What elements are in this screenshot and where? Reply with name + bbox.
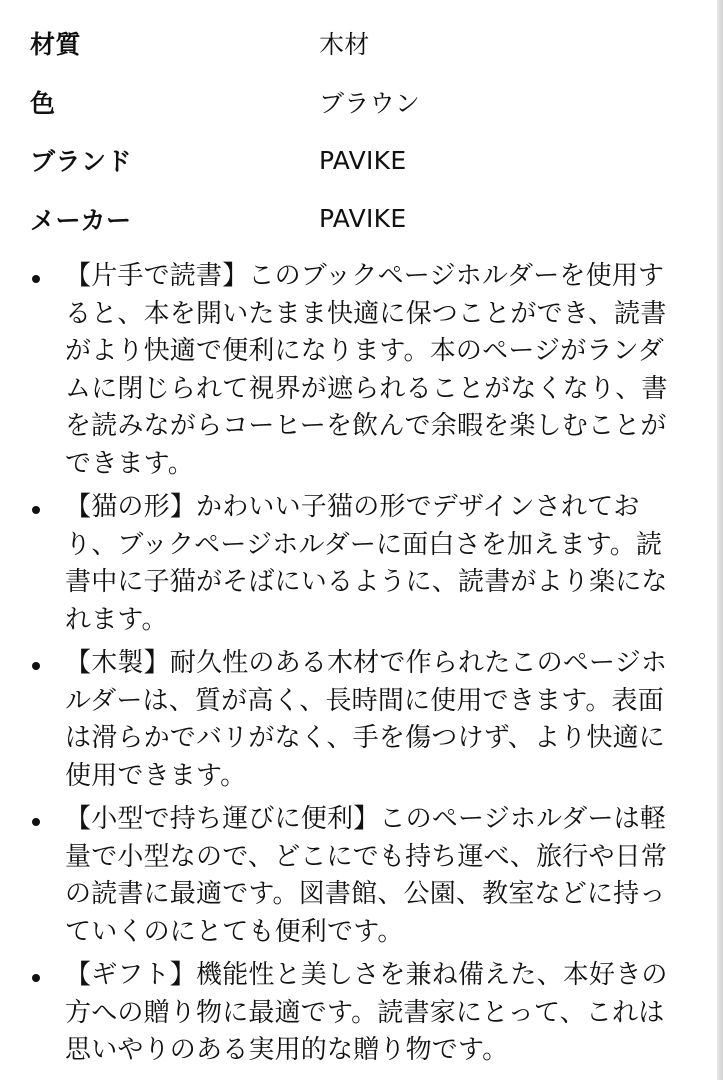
feature-bullet-text: 【ギフト】機能性と美しさを兼ね備えた、本好きの方への贈り物に最適です。読書家にとって、これは思いやりのある実用的な贈り物です。	[65, 960, 668, 1065]
spec-label: ブランド	[30, 147, 133, 177]
spec-value: PAVIKE	[319, 145, 407, 175]
spec-row-material	[30, 14, 690, 73]
feature-bullet	[24, 645, 684, 795]
spec-label: 材質	[30, 30, 82, 60]
feature-bullet	[24, 801, 684, 951]
spec-row-color	[30, 73, 690, 132]
feature-bullet-text: 【小型で持ち運びに便利】このページホルダーは軽量で小型なので、どこにでも持ち運べ、旅行や日常の読書に最適です。図書館、公園、教室などに持っていくのにとても便利です。	[65, 804, 668, 947]
spec-table	[30, 14, 690, 248]
spec-label: メーカー	[30, 205, 132, 235]
spec-value: PAVIKE	[319, 204, 407, 234]
feature-bullet-text: 【猫の形】かわいい子猫の形でデザインされており、ブックページホルダーに面白さを加えます。読書中に子猫がそばにいるように、読書がより楽になれます。	[65, 492, 668, 635]
feature-bullet-text: 【片手で読書】このブックページホルダーを使用すると、本を開いたまま快適に保つことができ、読書がより快適で便利になります。本のページがランダムに閉じられて視界が遮られることがなくなり、書を読みながらコーヒーを飲んで余暇を楽しむことができます。	[65, 261, 668, 479]
feature-bullet	[24, 957, 684, 1070]
feature-bullet	[24, 489, 684, 639]
bullet-dot-icon	[32, 974, 40, 982]
feature-bullet	[24, 258, 684, 483]
bullet-dot-icon	[32, 818, 40, 826]
spec-value: 木材	[319, 30, 370, 60]
spec-row-brand	[30, 131, 690, 190]
bullet-dot-icon	[32, 275, 40, 283]
page-edge-shadow	[717, 0, 723, 1080]
spec-value: ブラウン	[319, 88, 421, 118]
spec-row-maker	[30, 190, 690, 249]
bullet-dot-icon	[32, 662, 40, 670]
bullet-dot-icon	[32, 506, 40, 514]
spec-label: 色	[30, 88, 56, 118]
feature-bullet-list	[24, 258, 684, 1076]
feature-bullet-text: 【木製】耐久性のある木材で作られたこのページホルダーは、質が高く、長時間に使用できます。表面は滑らかでバリがなく、手を傷つけず、より快適に使用できます。	[65, 648, 668, 791]
